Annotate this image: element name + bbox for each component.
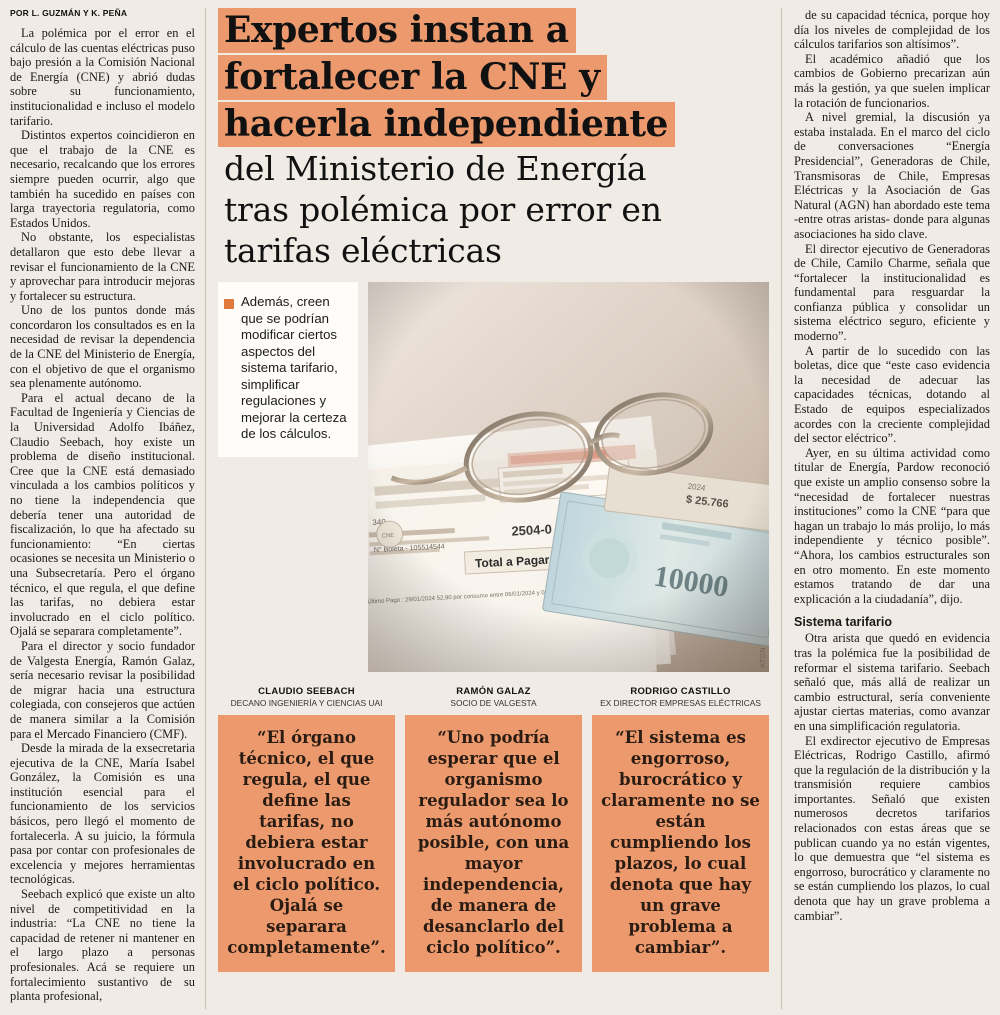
headline-line-6: tarifas eléctricas [224,231,502,271]
photo-credit: ATON [760,647,767,669]
quote-text: “El órgano técnico, el que regula, el que define las tarifas, no debiera estar involucrado en el ciclo político. Ojalá se separara completamente”. [227,728,386,958]
byline: POR L. GUZMÁN Y K. PEÑA [10,8,128,18]
quote-box [218,715,395,972]
left-text-column [10,8,206,1009]
body-paragraph: Distintos expertos coincidieron en que el trabajo de la CNE es necesario, recalcando que los errores siempre pueden ocurrir, algo que también ha sucedido en países con larga trayectoria regulatoria, como Estados Unidos. [10,128,195,230]
quote-box [405,715,582,972]
quote-card [218,686,395,972]
right-text-column [781,8,990,1009]
quote-author-role: DECANO INGENIERÍA Y CIENCIAS UAI [230,698,383,709]
electricity-bill-photo-illustration [368,282,769,672]
quote-author-name: CLAUDIO SEEBACH [258,686,355,698]
section-subheading: Sistema tarifario [794,615,892,630]
quote-card [405,686,582,972]
body-paragraph: El académico añadió que los cambios de Gobierno precarizan aún más la gestión, ya que suelen implicar la rotación de funcionarios. [794,51,990,110]
page-title [218,8,769,272]
headline-line-5: tras polémica por error en [224,190,662,230]
body-paragraph: Para el director y socio fundador de Valgesta Energía, Ramón Galaz, sería necesario revisar la posibilidad de migrar hacia una estructura colegiada, con consejeros que actúen de manera similar a la Comisión para el Mercado Financiero (CMF). [10,638,195,741]
quote-cards [218,686,769,972]
body-paragraph: Desde la mirada de la exsecretaria ejecutiva de la CNE, María Isabel González, la Comisión es una institución esencial para el funcionamiento de los servicios básicos, pero llegó el momento de fortalecerla. A su juicio, la fórmula pasa por contar con profesionales de excelencia y mejores herramientas tecnológicas. [10,741,195,887]
quote-author-role: SOCIO DE VALGESTA [450,698,537,709]
body-paragraph: El director ejecutivo de Generadoras de Chile, Camilo Charme, señala que “fortalecer la institucionalidad es fundamental para resguardar la confianza pública y consolidar un sistema eléctrico seguro, eficiente y moderno”. [794,241,990,344]
quote-box [592,715,769,972]
quote-text: “Uno podría esperar que el organismo regulador sea lo más autónomo posible, con una mayor independencia, de manera de desanclarlo del ciclo político”. [417,728,570,958]
body-paragraph: A nivel gremial, la discusión ya estaba instalada. En el marco del ciclo de conversaciones “Energía Presidencial”, Generadoras de Chile, Transmisoras de Chile, Empresas Eléctricas y la Asociación de Gas Natural (AGN) han abordado este tema -entre otras aristas- donde para algunas asociaciones ha sido clave. [794,110,990,241]
body-paragraph: El exdirector ejecutivo de Empresas Eléctricas, Rodrigo Castillo, afirmó que la regulación de la distribución y la transmisión requiere cambios importantes. Señaló que existen numerosos decretos tarifarios relacionados con estas áreas que se publican cuando ya no están vigentes, lo que demuestra que “el sistema es engorroso, burocrático y claramente no se están cumpliendo los plazos, lo cual denota que hay un grave problema a cambiar”. [794,733,990,923]
quote-text: “El sistema es engorroso, burocrático y claramente no se están cumpliendo los plazos, lo cual denota que hay un grave problema a cambiar”. [601,728,760,958]
quote-author-role: EX DIRECTOR EMPRESAS ELÉCTRICAS [600,698,761,709]
body-paragraph: Ayer, en su última actividad como titular de Energía, Pardow reconoció que existe un amplio consenso sobre la “necesidad de fortalecer nuestras instituciones” como la CNE “para que hagan un trabajo lo más prolijo, lo más independiente y técnico posible”. “Ahora, los cambios estructurales son en otro momento. En este momento estamos tratando de dar una explicación a la ciudadanía”, dijo. [794,445,990,606]
body-paragraph: La polémica por el error en el cálculo de las cuentas eléctricas puso bajo presión a la Comisión Nacional de Energía (CNE) y abrió dudas sobre su funcionamiento, institucionalidad e incluso el modelo tarifario. [10,26,195,128]
headline-line-1: Expertos instan a [218,8,576,53]
quote-card [592,686,769,972]
headline-line-2: fortalecer la CNE y [218,55,607,100]
body-paragraph: Seebach explicó que existe un alto nivel de competitividad en la industria: “La CNE no tiene la capacidad de retener ni mantener en el largo plazo a personas profesionales. Acá se requiere un fortalecimiento sustantivo de su planta profesional, [10,887,195,1004]
lead-and-photo-row [218,282,769,672]
headline-line-3: hacerla independiente [218,102,675,147]
bullet-square-icon [224,299,234,309]
lead-box [218,282,358,457]
lead-text: Además, creen que se podrían modificar ciertos aspectos del sistema tarifario, simplificar regulaciones y mejorar la certeza de los cálculos. [241,294,347,442]
headline-line-4: del Ministerio de Energía [224,149,647,189]
photo-image [368,282,769,672]
center-column [206,8,781,1009]
body-paragraph: Otra arista que quedó en evidencia tras la polémica fue la posibilidad de reformar el sistema tarifario. Seebach señaló que, más allá de realizar un cambio estructural, sería conveniente ajustar ciertas materias, como avanzar en una simplificación regulatoria. [794,631,990,733]
quote-author-name: RAMÓN GALAZ [456,686,531,698]
quote-author-name: RODRIGO CASTILLO [630,686,731,698]
body-paragraph: Para el actual decano de la Facultad de Ingeniería y Ciencias de la Universidad Adolfo Ibáñez, Claudio Seebach, hoy existe un problema de diseño institucional. Cree que la CNE está demasiado vinculada a los cambios políticos y no tiene la independencia que debería tener una autoridad de fiscalización, lo que ha afectado su funcionamiento: “En ciertas ocasiones se necesita un Ministerio o una Subsecretaría. Pero el órgano técnico, el que regula, el que define las tarifas, no debiera estar involucrado en el ciclo político. Ojalá se separara completamente”. [10,390,195,639]
article-columns [10,8,990,1009]
body-paragraph: No obstante, los especialistas detallaron que esto debe llevar a revisar el funcionamiento de la CNE y aprovechar para introducir mejoras y fortalecer su estructura. [10,230,195,303]
body-paragraph: A partir de lo sucedido con las boletas, dice que “este caso evidencia la necesidad de adecuar las capacidades técnicas, dotando al Estado de equipos especializados acordes con la creciente complejidad del sector eléctrico”. [794,343,990,446]
article-photo [368,282,769,672]
body-paragraph: Uno de los puntos donde más concordaron los consultados es en la necesidad de revisar la dependencia de la CNE del Ministerio de Energía, con el objetivo de que el organismo sea plenamente autónomo. [10,303,195,391]
body-paragraph: de su capacidad técnica, porque hoy día los niveles de complejidad de los cálculos tarifarios son altísimos”. [794,8,990,52]
